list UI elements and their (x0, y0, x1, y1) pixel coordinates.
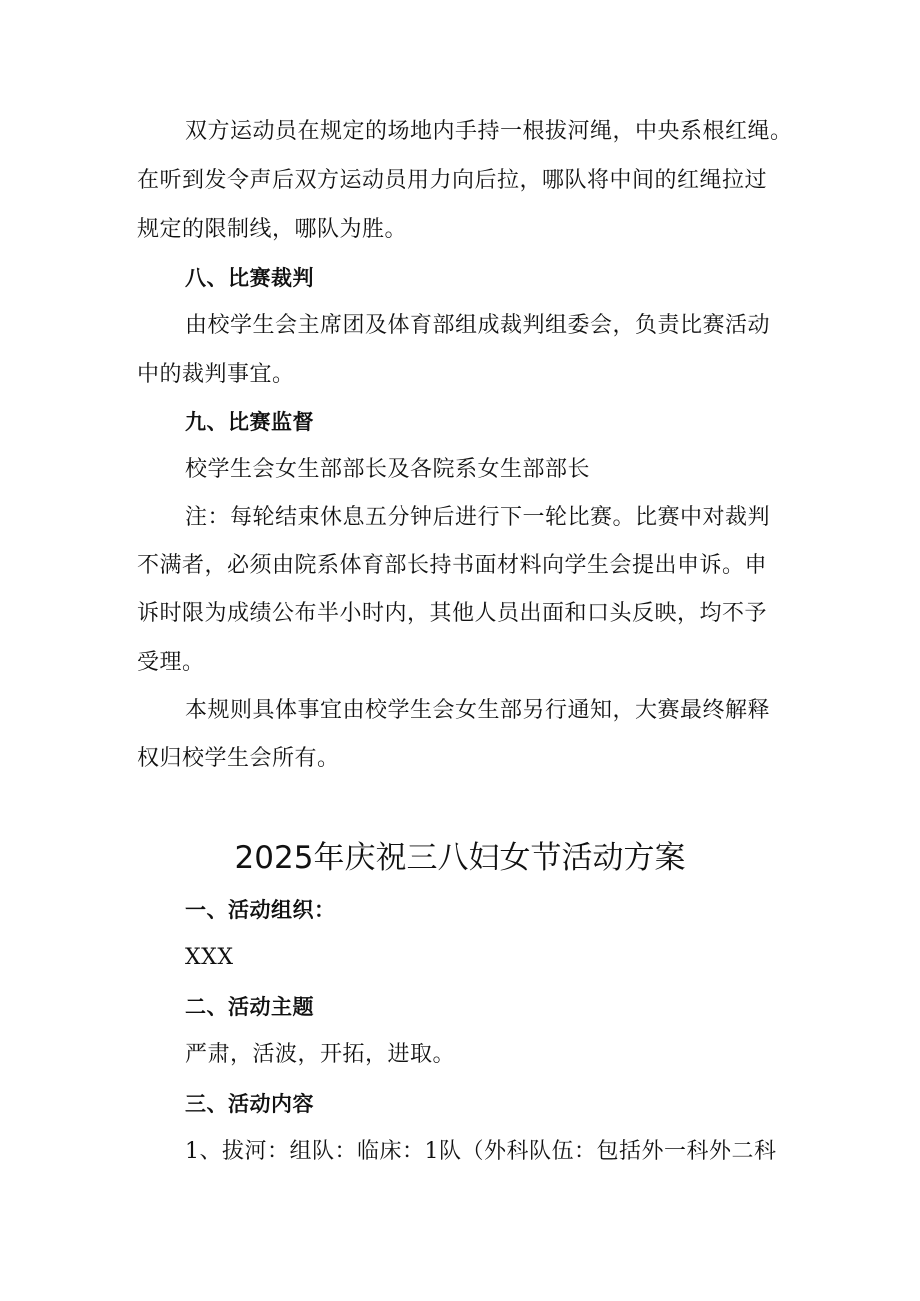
paragraph-line: 本规则具体事宜由校学生会女生部另行通知，大赛最终解释 (185, 698, 771, 723)
note-line: 注：每轮结束休息五分钟后进行下一轮比赛。比赛中对裁判 (185, 505, 771, 530)
section-heading: 八、比赛裁判 (185, 266, 314, 290)
paragraph-line: 由校学生会主席团及体育部组成裁判组委会，负责比赛活动 (185, 313, 771, 338)
paragraph-line: 严肃，活波，开拓，进取。 (185, 1042, 456, 1067)
section-heading: 二、活动主题 (185, 995, 314, 1019)
note-line: 不满者，必须由院系体育部长持书面材料向学生会提出申诉。申 (137, 553, 768, 578)
paragraph-line: 权归校学生会所有。 (137, 746, 340, 771)
section-heading: 三、活动内容 (185, 1092, 314, 1116)
paragraph-line: 1、拔河：组队：临床：1队（外科队伍：包括外一科外二科 (185, 1139, 777, 1164)
note-line: 诉时限为成绩公布半小时内，其他人员出面和口头反映，均不予 (137, 601, 768, 626)
paragraph-line: 在听到发令声后双方运动员用力向后拉，哪队将中间的红绳拉过 (137, 168, 768, 193)
section-heading: 九、比赛监督 (185, 410, 314, 434)
paragraph-line: 中的裁判事宜。 (137, 362, 295, 387)
paragraph-line: 校学生会女生部部长及各院系女生部部长 (185, 457, 591, 482)
paragraph-line: 双方运动员在规定的场地内手持一根拔河绳，中央系根红绳。 (185, 119, 793, 144)
note-line: 受理。 (137, 650, 205, 675)
paragraph-line: 规定的限制线，哪队为胜。 (137, 217, 408, 242)
section-heading: 一、活动组织： (185, 898, 336, 922)
paragraph-line: XXX (185, 945, 234, 970)
document-title: 2025年庆祝三八妇女节活动方案 (234, 840, 686, 876)
